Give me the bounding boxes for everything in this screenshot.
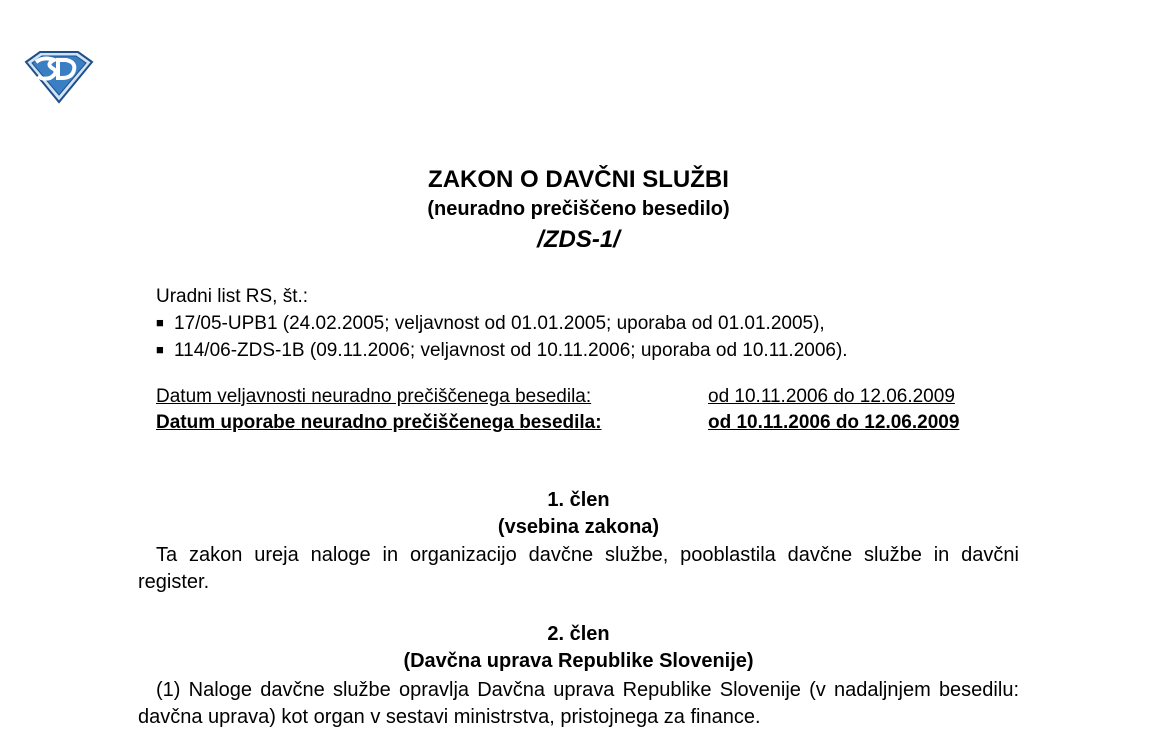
- application-label: Datum uporabe neuradno prečiščenega besedila:: [156, 412, 602, 433]
- document-title: ZAKON O DAVČNI SLUŽBI: [428, 166, 729, 193]
- bullet-icon: ■: [156, 315, 164, 330]
- logo-icon: [22, 48, 96, 104]
- article-number: 1. člen: [547, 489, 610, 511]
- article-heading: (vsebina zakona): [497, 516, 660, 538]
- document-abbreviation: /ZDS-1/: [537, 226, 620, 253]
- gazette-entry: ■ 17/05-UPB1 (24.02.2005; veljavnost od 01.01.2005; uporaba od 01.01.2005),: [156, 310, 848, 337]
- document-subtitle: (neuradno prečiščeno besedilo): [427, 198, 730, 220]
- bullet-icon: ■: [156, 342, 164, 357]
- validity-label: Datum veljavnosti neuradno prečiščenega besedila:: [156, 386, 592, 407]
- validity-value: od 10.11.2006 do 12.06.2009: [708, 386, 955, 407]
- article-number: 2. člen: [547, 623, 610, 645]
- article-heading: (Davčna uprava Republike Slovenije): [403, 650, 754, 672]
- article-text: Ta zakon ureja naloge in organizacijo davčne službe, pooblastila davčne službe in davčni register.: [138, 544, 1019, 593]
- gazette-list: [156, 284, 848, 364]
- application-value: od 10.11.2006 do 12.06.2009: [708, 412, 960, 433]
- article-text: (1) Naloge davčne službe opravlja Davčna uprava Republike Slovenije (v nadaljnjem besedilu: davčna uprava) kot organ v sestavi ministrstva, pristojnega za finance.: [138, 679, 1019, 728]
- gazette-entry: ■ 114/06-ZDS-1B (09.11.2006; veljavnost od 10.11.2006; uporaba od 10.11.2006).: [156, 337, 848, 364]
- gazette-label: Uradni list RS, št.:: [156, 286, 309, 307]
